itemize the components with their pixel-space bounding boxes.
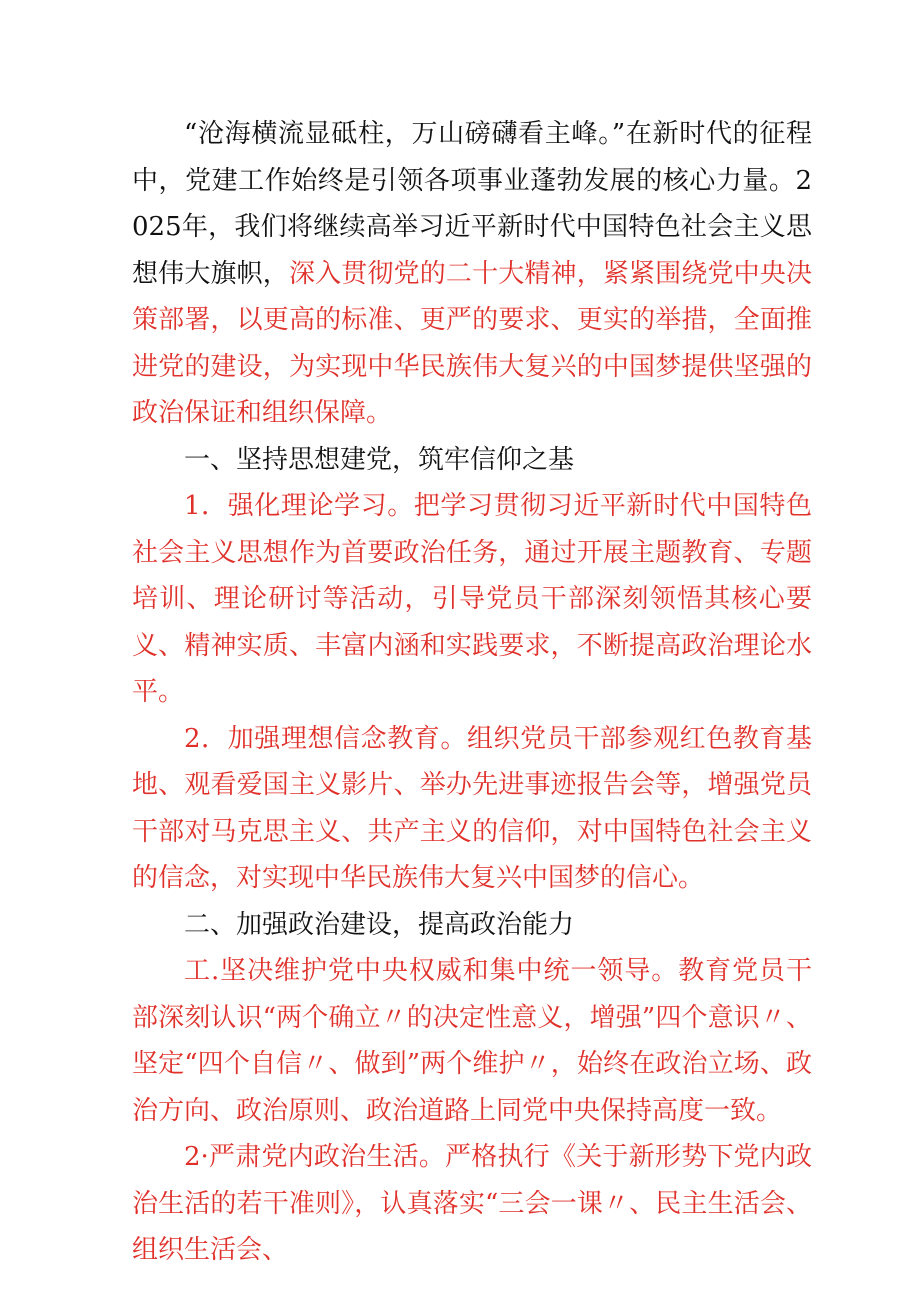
section-1-item-2: 2．加强理想信念教育。组织党员干部参观红色教育基地、观看爱国主义影片、举办先进事迹报告会等，增强党员干部对马克思主义、共产主义的信仰，对中国特色社会主义的信念，对实现中华民族伟大复兴中国梦的信心。 [132,723,812,893]
section-1-item-1: 1．强化理论学习。把学习贯彻习近平新时代中国特色社会主义思想作为首要政治任务，通过开展主题教育、专题培训、理论研讨等活动，引导党员干部深刻领悟其核心要义、精神实质、丰富内涵和实践要求，不断提高政治理论水平。 [132,491,812,707]
document-body [132,111,812,1274]
section-2-item-2: 2·严肃党内政治生活。严格执行《关于新形势下党内政治生活的若干准则》，认真落实“三会一课〃、民主生活会、组织生活会、 [132,1142,812,1265]
section-2-heading: 二、加强政治建设，提高政治能力 [184,909,575,940]
intro-highlight-text: 深入贯彻党的二十大精神，紧紧围绕党中央决策部署，以更高的标准、更严的要求、更实的举措，全面推进党的建设，为实现中华民族伟大复兴的中国梦提供坚强的政治保证和组织保障。 [132,258,812,428]
section-2-item-1: 工.坚决维护党中央权威和集中统一领导。教育党员干部深刻认识“两个确立〃的决定性意义，增强”四个意识〃、坚定“四个自信〃、做到”两个维护〃，始终在政治立场、政治方向、政治原则、政治道路上同党中央保持高度一致。 [132,956,812,1126]
intro-text: “沧海横流显砥柱，万山磅礴看主峰。”在新时代的征程中，党建工作始终是引领各项事业蓬勃发展的核心力量。2025年，我们将继续高举习近平新时代中国特色社会主义思想伟大旗帜， [132,119,812,289]
intro-paragraph [132,111,812,437]
section-1-heading: 一、坚持思想建党，筑牢信仰之基 [184,444,575,475]
